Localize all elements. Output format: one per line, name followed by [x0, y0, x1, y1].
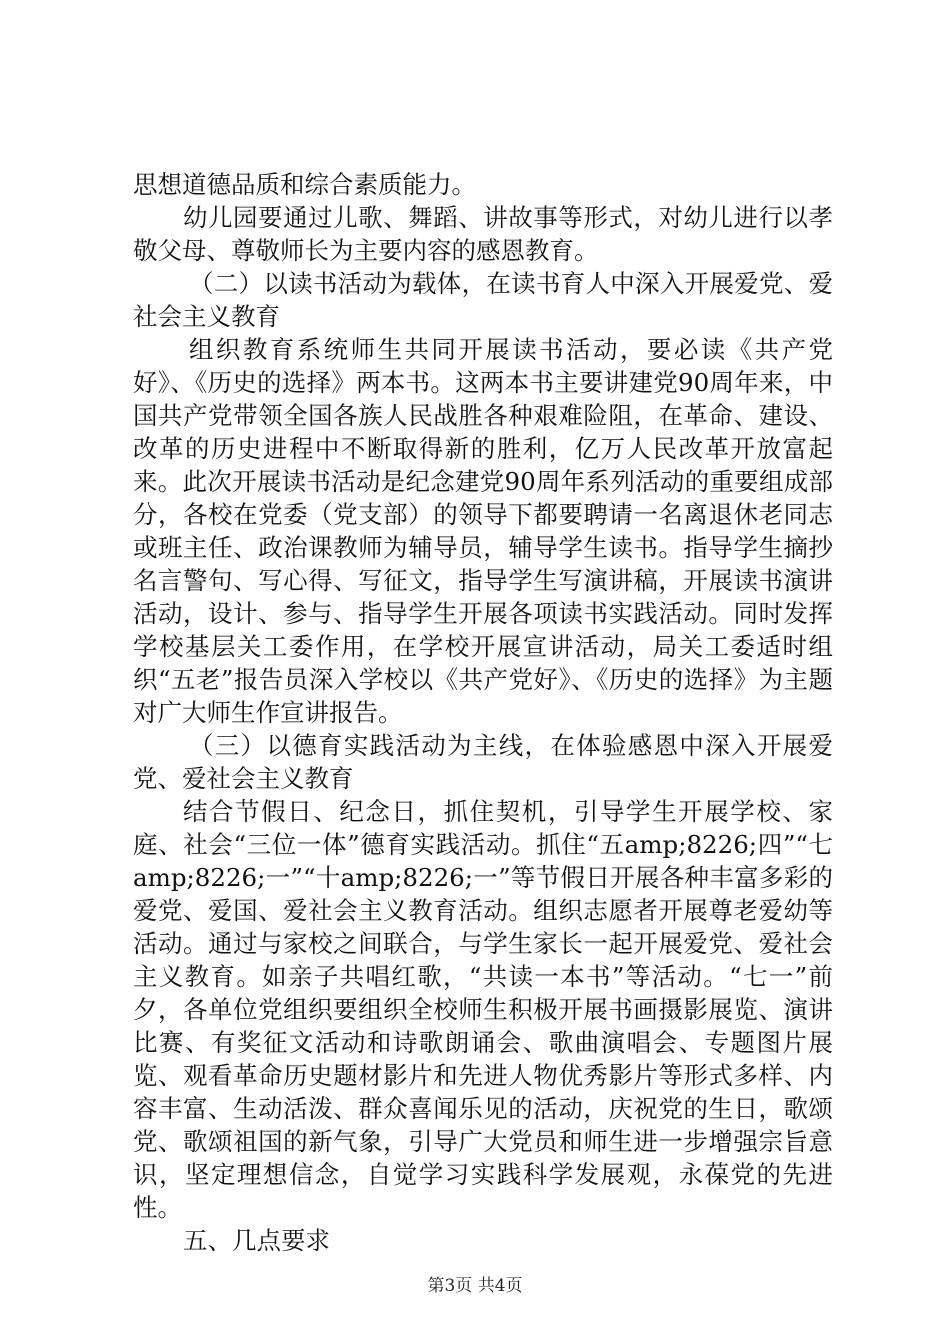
paragraph-continuation: 思想道德品质和综合素质能力。 [133, 170, 476, 199]
document-body [133, 168, 833, 1257]
paragraph-practice-activity: 结合节假日、纪念日，抓住契机，引导学生开展学校、家庭、社会“三位一体”德育实践活动。抓住“五amp;8226;四”“七amp;8226;一”“十amp;8226;一”等节假日开展各种丰富多彩的爱党、爱国、爱社会主义教育活动。组织志愿者开展尊老爱幼等活动。通过与家校之间联合，与学生家长一起开展爱党、爱社会主义教育。如亲子共唱红歌，“共读一本书”等活动。“七一”前夕，各单位党组织要组织全校师生积极开展书画摄影展览、演讲比赛、有奖征文活动和诗歌朗诵会、歌曲演唱会、专题图片展览、观看革命历史题材影片和先进人物优秀影片等形式多样、内容丰富、生动活泼、群众喜闻乐见的活动，庆祝党的生日，歌颂党、歌颂祖国的新气象，引导广大党员和师生进一步增强宗旨意识，坚定理想信念，自觉学习实践科学发展观，永葆党的先进性。 [133, 797, 833, 1222]
section-heading-2: （二）以读书活动为载体，在读书育人中深入开展爱党、爱社会主义教育 [133, 269, 833, 331]
paragraph-kindergarten: 幼儿园要通过儿歌、舞蹈、讲故事等形式，对幼儿进行以孝敬父母、尊敬师长为主要内容的感恩教育。 [133, 203, 833, 265]
section-heading-3: （三）以德育实践活动为主线，在体验感恩中深入开展爱党、爱社会主义教育 [133, 731, 833, 793]
section-heading-5: 五、几点要求 [183, 1226, 330, 1255]
paragraph-reading-activity: 组织教育系统师生共同开展读书活动，要必读《共产党好》、《历史的选择》两本书。这两本书主要讲建党90周年来，中国共产党带领全国各族人民战胜各种艰难险阻，在革命、建设、改革的历史进程中不断取得新的胜利，亿万人民改革开放富起来。此次开展读书活动是纪念建党90周年系列活动的重要组成部分，各校在党委（党支部）的领导下都要聘请一名离退休老同志或班主任、政治课教师为辅导员，辅导学生读书。指导学生摘抄名言警句、写心得、写征文，指导学生写演讲稿，开展读书演讲活动，设计、参与、指导学生开展各项读书实践活动。同时发挥学校基层关工委作用，在学校开展宣讲活动，局关工委适时组织“五老”报告员深入学校以《共产党好》、《历史的选择》为主题对广大师生作宣讲报告。 [133, 335, 833, 727]
page-footer: 第3页 共4页 [427, 1276, 523, 1296]
